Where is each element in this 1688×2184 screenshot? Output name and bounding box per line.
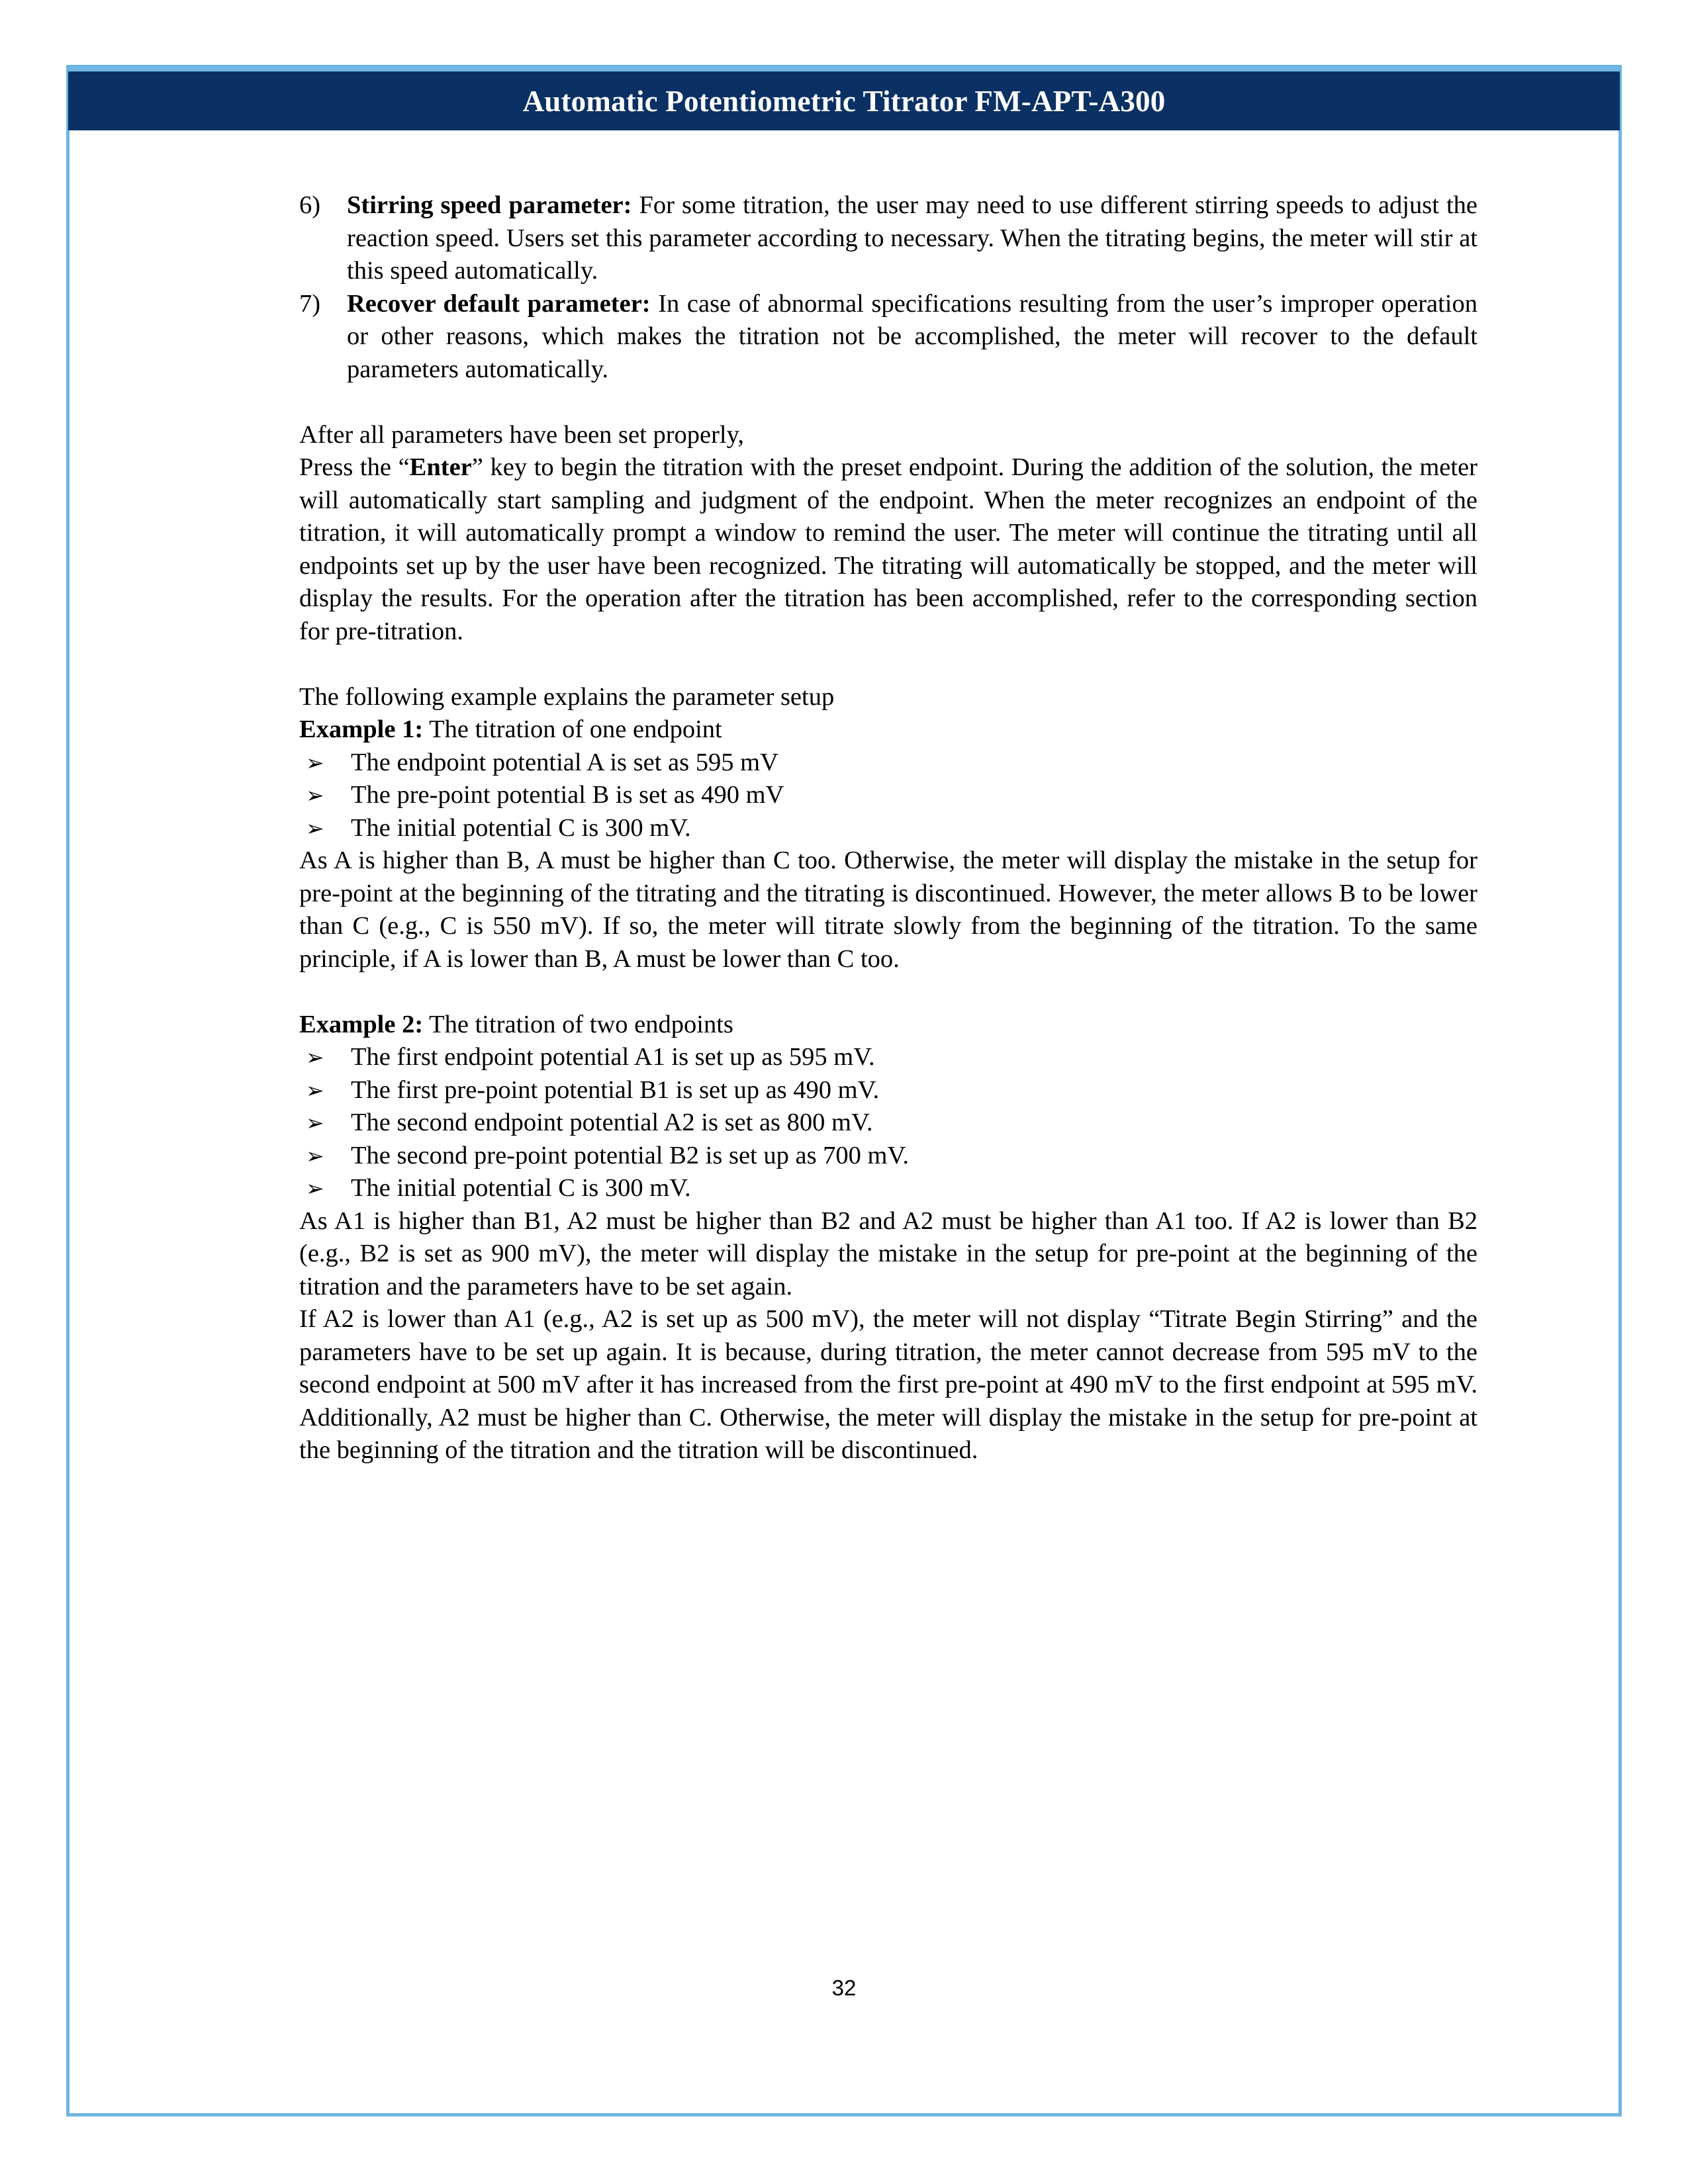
arrow-bullet-icon: ➢ xyxy=(306,1044,324,1070)
list-item xyxy=(299,288,1477,387)
example-1-bullet-list xyxy=(299,747,1477,845)
arrow-bullet-icon: ➢ xyxy=(306,1175,324,1201)
following-example-line: The following example explains the parameter setup xyxy=(299,682,835,711)
list-item xyxy=(299,189,1477,288)
numbered-parameter-list xyxy=(299,189,1477,386)
enter-key-label: Enter xyxy=(409,453,472,481)
list-item-lead: Stirring speed parameter: xyxy=(347,191,632,219)
list-item-text: The second pre-point potential B2 is set up as 700 mV. xyxy=(351,1141,909,1169)
example-2-label: Example 2: xyxy=(299,1010,424,1038)
list-item xyxy=(299,1107,1477,1140)
example-2-heading xyxy=(299,1009,1477,1042)
example-2-explanation-first: As A1 is higher than B1, A2 must be higher than B2 and A2 must be higher than A1 too. If A2 is lower than B2 (e.g., B2 is set as 900 mV), the meter will display the mistake in the setup for pre-point at the beginning of the titration and the parameters have to be set again. xyxy=(299,1206,1477,1300)
list-item xyxy=(299,1074,1477,1107)
example-1-label: Example 1: xyxy=(299,715,424,743)
arrow-bullet-icon: ➢ xyxy=(306,1077,324,1103)
list-item-marker: 6) xyxy=(299,191,321,219)
list-item xyxy=(299,1140,1477,1173)
page-number: 32 xyxy=(831,1976,857,2000)
arrow-bullet-icon: ➢ xyxy=(306,1142,324,1169)
example-2-bullet-list xyxy=(299,1041,1477,1205)
arrow-bullet-icon: ➢ xyxy=(306,782,324,808)
list-item xyxy=(299,779,1477,812)
document-body xyxy=(299,189,1477,1467)
example-2-caption: The titration of two endpoints xyxy=(423,1010,733,1038)
list-item xyxy=(299,747,1477,780)
list-item xyxy=(299,812,1477,845)
press-enter-prefix: Press the “ xyxy=(299,453,410,481)
arrow-bullet-icon: ➢ xyxy=(306,749,324,776)
list-item-body: In case of abnormal specifications resulting from the user’s improper operation or other reasons, which makes the titration not be accomplished, the meter will recover to the default parameters automatically. xyxy=(347,289,1478,383)
list-item-text: The initial potential C is 300 mV. xyxy=(351,813,691,842)
arrow-bullet-icon: ➢ xyxy=(306,815,324,841)
press-enter-suffix: ” key to begin the titration with the preset endpoint. During the addition of the solution, the meter will automatically start sampling and judgment of the endpoint. When the meter recognizes an endpoint of the titration, it will automatically prompt a window to remind the user. The meter will continue the titrating until all endpoints set up by the user have been recognized. The titrating will automatically be stopped, and the meter will display the results. For the operation after the titration has been accomplished, refer to the corresponding section for pre-titration. xyxy=(299,453,1477,645)
document-header-banner xyxy=(68,67,1620,130)
list-item-text: The second endpoint potential A2 is set as 800 mV. xyxy=(351,1109,873,1136)
list-item-body: For some titration, the user may need to use different stirring speeds to adjust the reaction speed. Users set this parameter according to necessary. When the titrating begins, the meter will stir at this speed automatically. xyxy=(347,191,1477,285)
paragraph-spacer xyxy=(299,386,1477,419)
list-item-text: The endpoint potential A is set as 595 mV xyxy=(351,748,778,776)
list-item-lead: Recover default parameter: xyxy=(347,289,651,318)
list-item xyxy=(299,1041,1477,1074)
arrow-bullet-icon: ➢ xyxy=(306,1110,324,1136)
paragraph-spacer xyxy=(299,648,1477,681)
after-parameters-line: After all parameters have been set properly, xyxy=(299,420,745,449)
example-1-heading xyxy=(299,713,1477,747)
list-item-marker: 7) xyxy=(299,289,321,318)
list-item-text: The initial potential C is 300 mV. xyxy=(351,1174,691,1202)
example-1-caption: The titration of one endpoint xyxy=(423,715,722,743)
list-item-text: The first endpoint potential A1 is set up as 595 mV. xyxy=(351,1043,875,1071)
paragraph-spacer xyxy=(299,976,1477,1009)
page-title: Automatic Potentiometric Titrator FM-APT-A300 xyxy=(522,85,1166,118)
list-item xyxy=(299,1172,1477,1205)
press-enter-paragraph xyxy=(299,451,1477,648)
example-1-explanation: As A is higher than B, A must be higher than C too. Otherwise, the meter will display the mistake in the setup for pre-point at the beginning of the titrating and the titrating is discontinued. However, the meter allows B to be lower than C (e.g., C is 550 mV). If so, the meter will titrate slowly from the beginning of the titration. To the same principle, if A is lower than B, A must be lower than C too. xyxy=(299,846,1477,973)
list-item-text: The first pre-point potential B1 is set up as 490 mV. xyxy=(351,1075,880,1104)
example-2-explanation-second: If A2 is lower than A1 (e.g., A2 is set up as 500 mV), the meter will not display “Titrate Begin Stirring” and the parameters have to be set up again. It is because, during titration, the meter cannot decrease from 595 mV to the second endpoint at 500 mV after it has increased from the first pre-point at 490 mV to the first endpoint at 595 mV. Additionally, A2 must be higher than C. Otherwise, the meter will display the mistake in the setup for pre-point at the beginning of the titration and the titration will be discontinued. xyxy=(299,1305,1477,1464)
list-item-text: The pre-point potential B is set as 490 mV xyxy=(351,781,784,809)
